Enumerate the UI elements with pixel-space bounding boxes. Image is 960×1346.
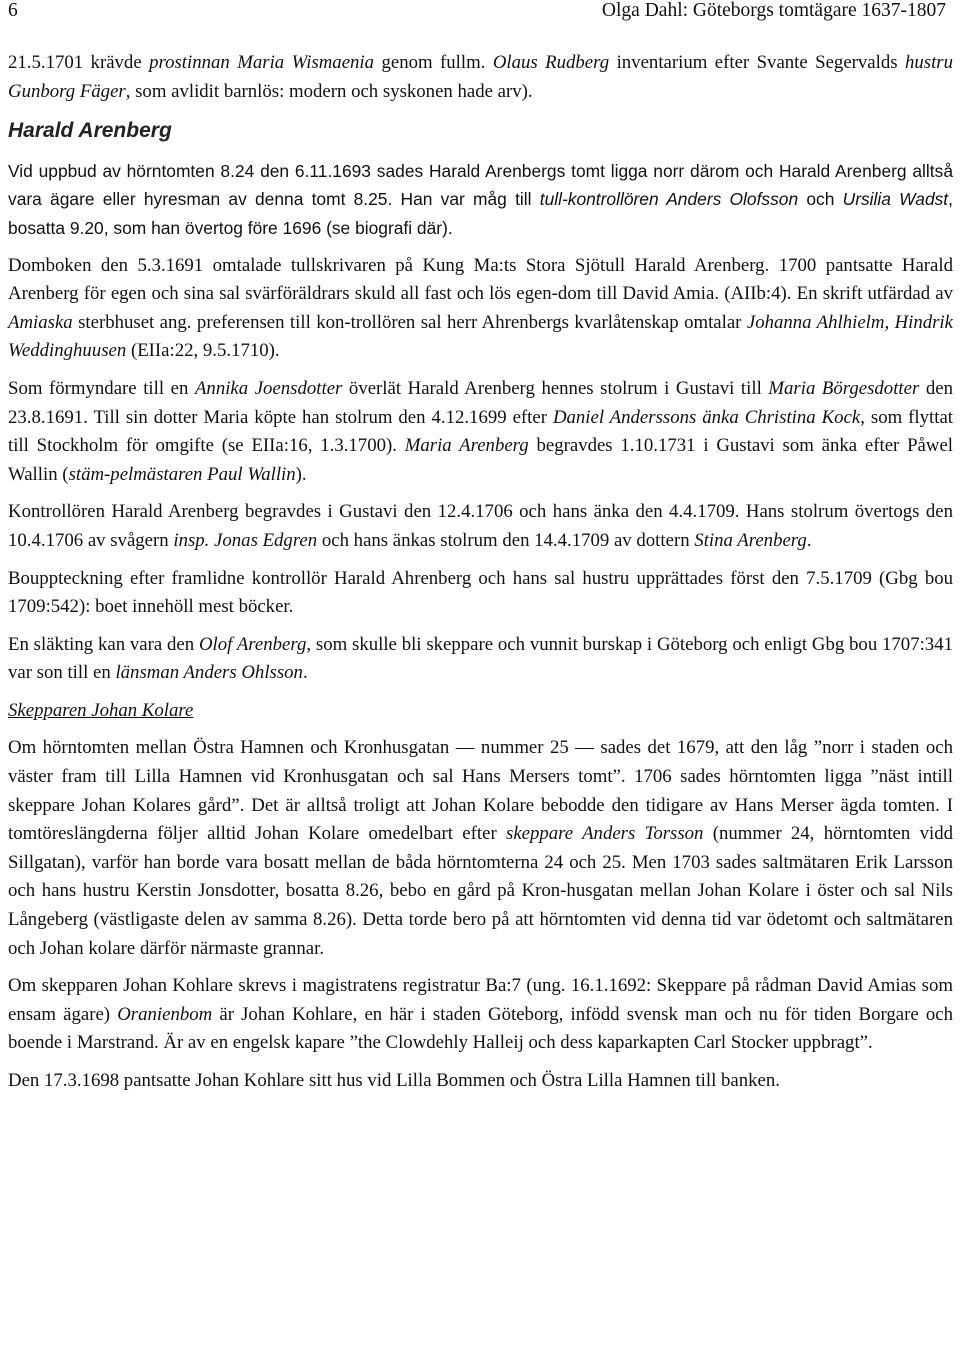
- section-heading-harald-arenberg: Harald Arenberg: [8, 119, 172, 143]
- page-header: [8, 0, 952, 26]
- paragraph-formyndare: Som förmyndare till en Annika Joensdotter överlät Harald Arenberg hennes stolrum i Gustavi till Maria Börgesdotter den 23.8.1691. Till sin dotter Maria köpte han stolrum den 4.12.1699 efter Daniel Anderssons änka Christina Kock, som flyttat till Stockholm för omgifte (se EIIa:16, 1.3.1700). Maria Arenberg begravdes 1.10.1731 i Gustavi som änka efter Påwel Wallin (stäm-pelmästaren Paul Wallin).: [8, 377, 954, 485]
- paragraph-gunborg: 21.5.1701 krävde prostinnan Maria Wismaenia genom fullm. Olaus Rudberg inventarium efter Svante Segervalds hustru Gunborg Fäger, som avlidit barnlös: modern och syskonen hade arv).: [8, 52, 954, 102]
- section-heading-johan-kolare: Skepparen Johan Kolare: [8, 699, 194, 721]
- page-body: [8, 49, 953, 1105]
- paragraph-pantsatte: Den 17.3.1698 pantsatte Johan Kohlare sitt hus vid Lilla Bommen och Östra Lilla Hamnen till banken.: [8, 1070, 780, 1091]
- page-number: 6: [8, 0, 18, 21]
- running-title: Olga Dahl: Göteborgs tomtägare 1637-1807: [601, 0, 946, 21]
- paragraph-slakting: En släkting kan vara den Olof Arenberg, som skulle bli skeppare och vunnit burskap i Göteborg och enligt Gbg bou 1707:341 var son till en länsman Anders Ohlsson.: [8, 633, 953, 684]
- paragraph-registratur: Om skepparen Johan Kohlare skrevs i magistratens registratur Ba:7 (ung. 16.1.1692: Skeppare på rådman David Amias som ensam ägare) Oranienbom är Johan Kohlare, en här i staden Göteborg, infödd svensk man och nu för tiden Borgare och boende i Marstrand. Är av en engelsk kapare ”the Clowdehly Halleij och dess kaparkapten Carl Stocker uppbragt”.: [8, 975, 953, 1054]
- paragraph-bouppteckning: Bouppteckning efter framlidne kontrollör Harald Ahrenberg och hans sal hustru upprättades först den 7.5.1709 (Gbg bou 1709:542): boet innehöll mest böcker.: [8, 567, 953, 618]
- paragraph-begravning: Kontrollören Harald Arenberg begravdes i Gustavi den 12.4.1706 och hans änka den 4.4.1709. Hans stolrum övertogs den 10.4.1706 av svågern insp. Jonas Edgren och hans änkas stolrum den 14.4.1709 av dottern Stina Arenberg.: [8, 501, 953, 551]
- paragraph-horntomten: Om hörntomten mellan Östra Hamnen och Kronhusgatan — nummer 25 — sades det 1679, att den låg ”norr i staden och väster fram till Lilla Hamnen vid Kronhusgatan och sal Hans Mersers tomt”. 1706 sades hörntomten ligga ”näst intill skeppare Johan Kolares gård”. Det är alltså troligt att Johan Kolare bebodde den tidigare av Hans Merser ägda tomten. I tomtöreslängderna följer alltid Johan Kolare omedelbart efter skeppare Anders Torsson (nummer 24, hörntomten vidd Sillgatan), varför han borde vara bosatt mellan de båda hörntomterna 24 och 25. Men 1703 sades saltmätaren Erik Larsson och hans hustru Kerstin Jonsdotter, bosatta 8.26, bebo en gård på Kron-husgatan mellan Johan Kolare i öster och sal Nils Långeberg (västligaste delen av samma 8.26). Detta torde bero på att hörntomten vid denna tid var ödetomt och saltmätaren och Johan kolare därför närmaste grannar.: [8, 737, 953, 959]
- paragraph-uppbud: Vid uppbud av hörntomten 8.24 den 6.11.1693 sades Harald Arenbergs tomt ligga norr därom och Harald Arenberg alltså vara ägare eller hyresman av denna tomt 8.25. Han var måg till tull-kontrollören Anders Olofsson och Ursilia Wadst, bosatta 9.20, som han övertog före 1696 (se biografi där).: [8, 160, 953, 238]
- paragraph-domboken: Domboken den 5.3.1691 omtalade tullskrivaren på Kung Ma:ts Stora Sjötull Harald Arenberg. 1700 pantsatte Harald Arenberg för egen och sina sal svärföräldrars skuld all fast och lös egen-dom till David Amia. (AIIb:4). En skrift utfärdad av Amiaska sterbhuset ang. preferensen till kon-trollören sal herr Ahrenbergs kvarlåtenskap omtalar Johanna Ahlhielm, Hindrik Weddinghuusen (EIIa:22, 9.5.1710).: [8, 254, 953, 362]
